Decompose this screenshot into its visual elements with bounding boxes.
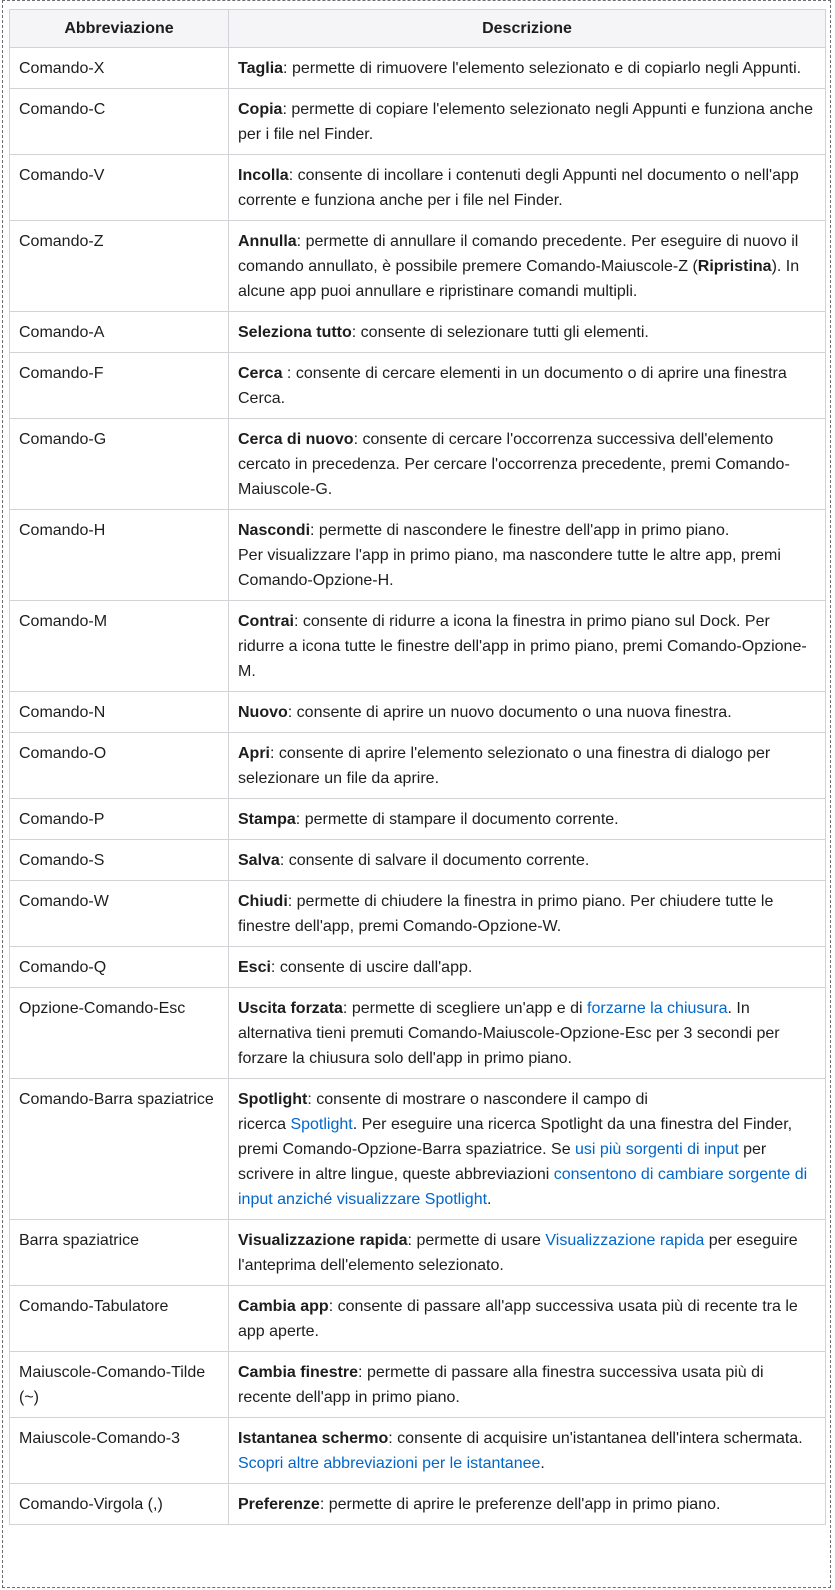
- command-name: Cerca di nuovo: [238, 431, 354, 448]
- description-text: : consente di cercare l'occorrenza successiva dell'elemento cercato in precedenza. Per cercare l'occorrenza precedente, premi Comando-Maiuscole-G.: [238, 431, 790, 498]
- description-text: Per visualizzare l'app in primo piano, ma nascondere tutte le altre app, premi Comando-Opzione-H.: [238, 547, 781, 589]
- help-link[interactable]: usi più sorgenti di input: [575, 1141, 739, 1158]
- description-text: : consente di uscire dall'app.: [270, 959, 473, 976]
- shortcut-cell: Comando-N: [10, 692, 229, 733]
- shortcut-cell: Comando-P: [10, 799, 229, 840]
- table-row: [10, 733, 826, 799]
- description-text: : consente di passare all'app successiva usata più di recente tra le app aperte.: [238, 1298, 798, 1340]
- description-text: .: [487, 1191, 492, 1208]
- shortcut-cell: Maiuscole-Comando-3: [10, 1418, 229, 1484]
- command-name: Copia: [238, 101, 283, 118]
- help-link[interactable]: forzarne la chiusura: [587, 1000, 728, 1017]
- description-text: : permette di scegliere un'app e di: [342, 1000, 588, 1017]
- shortcut-cell: Maiuscole-Comando-Tilde (~): [10, 1352, 229, 1418]
- shortcut-cell: Comando-V: [10, 155, 229, 221]
- description-cell: [229, 799, 826, 840]
- description-text: . Per eseguire una ricerca Spotlight da una finestra del Finder, premi Comando-Opzione-Barra spaziatrice. Se: [238, 1116, 793, 1158]
- description-text: : permette di copiare l'elemento selezionato negli Appunti e funziona anche per i file nel Finder.: [238, 101, 813, 143]
- shortcut-cell: Comando-F: [10, 353, 229, 419]
- description-text: : permette di nascondere le finestre dell'app in primo piano.: [310, 522, 730, 539]
- table-row: [10, 48, 826, 89]
- description-cell: [229, 510, 826, 601]
- table-row: [10, 692, 826, 733]
- description-text: : consente di ridurre a icona la finestra in primo piano sul Dock. Per ridurre a icona tutte le finestre dell'app in primo piano, premi Comando-Opzione-M.: [238, 613, 807, 680]
- shortcut-cell: Comando-A: [10, 312, 229, 353]
- command-name: Annulla: [238, 233, 297, 250]
- header-description: Descrizione: [229, 10, 826, 48]
- description-text: ). In alcune app puoi annullare e ripristinare comandi multipli.: [238, 258, 800, 300]
- description-text: : consente di aprire un nuovo documento o una nuova finestra.: [287, 704, 732, 721]
- description-cell: [229, 692, 826, 733]
- description-text: : consente di incollare i contenuti degli Appunti nel documento o nell'app corrente e funziona anche per i file nel Finder.: [238, 167, 799, 209]
- table-row: [10, 1220, 826, 1286]
- description-cell: [229, 1484, 826, 1525]
- description-text: . In alternativa tieni premuti Comando-Maiuscole-Opzione-Esc per 3 secondi per forzare la chiusura solo dell'app in primo piano.: [238, 1000, 780, 1067]
- command-name: Incolla: [238, 167, 289, 184]
- description-text: : permette di aprire le preferenze dell'app in primo piano.: [319, 1496, 721, 1513]
- description-cell: [229, 881, 826, 947]
- description-text: : permette di stampare il documento corrente.: [295, 811, 619, 828]
- shortcut-cell: Comando-G: [10, 419, 229, 510]
- table-row: [10, 601, 826, 692]
- table-row: [10, 799, 826, 840]
- command-name: Cerca: [238, 365, 283, 382]
- command-name: Cambia finestre: [238, 1364, 359, 1381]
- shortcut-cell: Comando-Barra spaziatrice: [10, 1079, 229, 1220]
- description-cell: [229, 353, 826, 419]
- command-name: Esci: [238, 959, 271, 976]
- command-name: Nuovo: [238, 704, 288, 721]
- table-row: [10, 155, 826, 221]
- shortcut-cell: Comando-S: [10, 840, 229, 881]
- command-name: Nascondi: [238, 522, 311, 539]
- command-name: Salva: [238, 852, 280, 869]
- shortcut-cell: Comando-O: [10, 733, 229, 799]
- description-cell: [229, 1418, 826, 1484]
- shortcut-cell: Comando-C: [10, 89, 229, 155]
- shortcut-cell: Comando-Virgola (,): [10, 1484, 229, 1525]
- shortcut-cell: Comando-Z: [10, 221, 229, 312]
- description-cell: [229, 419, 826, 510]
- description-cell: [229, 1286, 826, 1352]
- description-text: : consente di mostrare o nascondere il campo di: [307, 1091, 648, 1108]
- header-shortcut: Abbreviazione: [10, 10, 229, 48]
- description-cell: [229, 947, 826, 988]
- table-header-row: [10, 10, 826, 48]
- description-cell: [229, 1079, 826, 1220]
- command-name: Cambia app: [238, 1298, 329, 1315]
- table-row: [10, 1352, 826, 1418]
- table-row: [10, 419, 826, 510]
- command-name: Spotlight: [238, 1091, 308, 1108]
- command-name: Seleziona tutto: [238, 324, 352, 341]
- description-cell: [229, 601, 826, 692]
- table-row: [10, 221, 826, 312]
- table-row: [10, 1484, 826, 1525]
- table-row: [10, 947, 826, 988]
- description-cell: [229, 988, 826, 1079]
- description-cell: [229, 312, 826, 353]
- description-cell: [229, 1352, 826, 1418]
- description-text: : permette di usare: [407, 1232, 546, 1249]
- shortcuts-table: [9, 9, 826, 1525]
- description-text: : permette di annullare il comando precedente. Per eseguire di nuovo il comando annullato, è possibile premere Comando-Maiuscole-Z (: [238, 233, 799, 275]
- table-row: [10, 840, 826, 881]
- help-link[interactable]: Visualizzazione rapida: [545, 1232, 705, 1249]
- shortcut-cell: Opzione-Comando-Esc: [10, 988, 229, 1079]
- table-row: [10, 353, 826, 419]
- shortcut-cell: Comando-Tabulatore: [10, 1286, 229, 1352]
- description-cell: [229, 221, 826, 312]
- description-cell: [229, 733, 826, 799]
- description-text: : permette di rimuovere l'elemento selezionato e di copiarlo negli Appunti.: [283, 60, 802, 77]
- description-cell: [229, 840, 826, 881]
- command-name: Istantanea schermo: [238, 1430, 389, 1447]
- table-row: [10, 89, 826, 155]
- command-name: Preferenze: [238, 1496, 320, 1513]
- command-name: Chiudi: [238, 893, 288, 910]
- table-row: [10, 1286, 826, 1352]
- command-name: Uscita forzata: [238, 1000, 343, 1017]
- command-name: Stampa: [238, 811, 296, 828]
- help-link[interactable]: Spotlight: [290, 1116, 353, 1133]
- table-row: [10, 510, 826, 601]
- description-text: : consente di selezionare tutti gli elementi.: [351, 324, 649, 341]
- description-text: : consente di cercare elementi in un documento o di aprire una finestra Cerca.: [238, 365, 787, 407]
- table-row: [10, 312, 826, 353]
- command-name: Ripristina: [697, 258, 772, 275]
- description-text: : consente di acquisire un'istantanea dell'intera schermata.: [388, 1430, 803, 1447]
- table-row: [10, 1418, 826, 1484]
- description-cell: [229, 1220, 826, 1286]
- command-name: Contrai: [238, 613, 294, 630]
- table-row: [10, 881, 826, 947]
- description-text: : permette di chiudere la finestra in primo piano. Per chiudere tutte le finestre dell'app, premi Comando-Opzione-W.: [238, 893, 774, 935]
- shortcut-cell: Comando-Q: [10, 947, 229, 988]
- description-cell: [229, 89, 826, 155]
- description-text: per scrivere in altre lingue, queste abbreviazioni: [238, 1141, 767, 1183]
- command-name: Apri: [238, 745, 270, 762]
- description-text: ricerca: [238, 1116, 291, 1133]
- table-row: [10, 1079, 826, 1220]
- shortcut-cell: Comando-M: [10, 601, 229, 692]
- shortcut-cell: Comando-X: [10, 48, 229, 89]
- description-cell: [229, 48, 826, 89]
- description-text: .: [540, 1455, 545, 1472]
- shortcut-cell: Comando-W: [10, 881, 229, 947]
- description-text: : consente di aprire l'elemento selezionato o una finestra di dialogo per selezionare un file da aprire.: [238, 745, 771, 787]
- command-name: Visualizzazione rapida: [238, 1232, 408, 1249]
- description-text: : consente di salvare il documento corrente.: [279, 852, 590, 869]
- help-link[interactable]: Scopri altre abbreviazioni per le istantanee: [238, 1455, 541, 1472]
- help-link[interactable]: consentono di cambiare sorgente di input anziché visualizzare Spotlight: [238, 1166, 808, 1208]
- shortcut-cell: Barra spaziatrice: [10, 1220, 229, 1286]
- table-row: [10, 988, 826, 1079]
- shortcut-cell: Comando-H: [10, 510, 229, 601]
- description-text: per eseguire l'anteprima dell'elemento selezionato.: [238, 1232, 798, 1274]
- command-name: Taglia: [238, 60, 284, 77]
- description-text: : permette di passare alla finestra successiva usata più di recente dell'app in primo piano.: [238, 1364, 764, 1406]
- description-cell: [229, 155, 826, 221]
